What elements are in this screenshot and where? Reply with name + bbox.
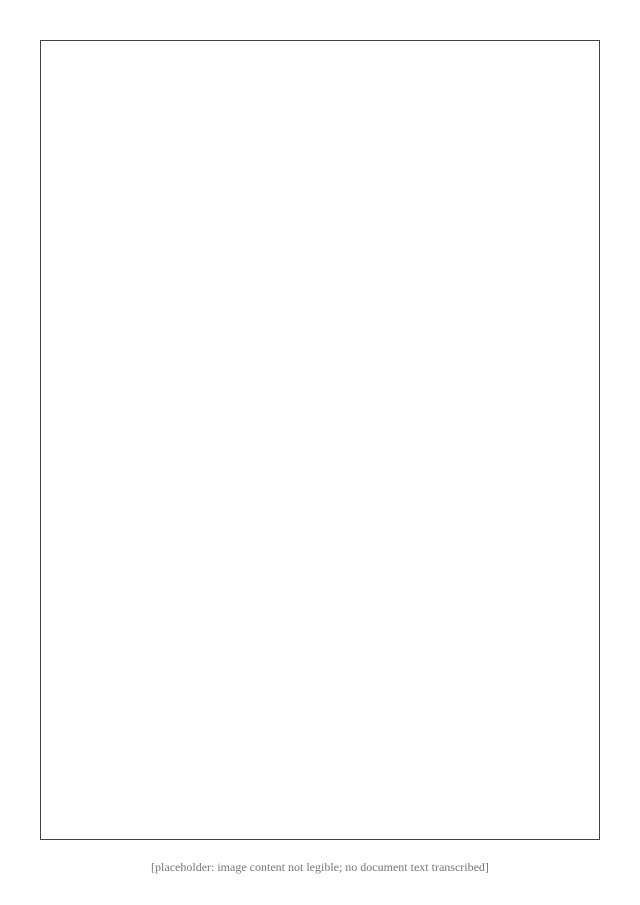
- placeholder-note: [placeholder: image content not legible; no document text transcribed]: [151, 860, 489, 874]
- document-frame: [40, 40, 600, 840]
